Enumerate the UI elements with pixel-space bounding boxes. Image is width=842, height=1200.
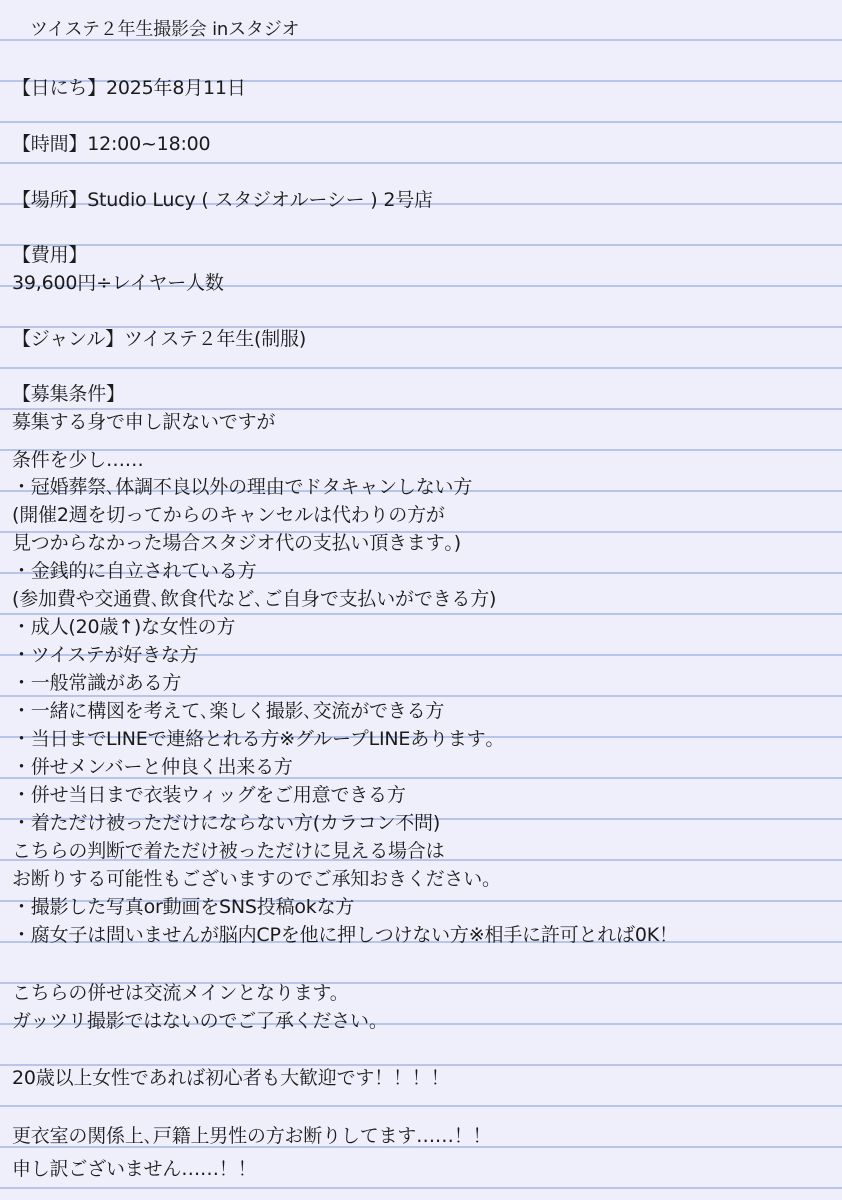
condition-line: ・撮影した写真or動画をSNS投稿okな方: [12, 896, 355, 918]
event-place: 【場所】Studio Lucy ( スタジオルーシー ) 2号店: [12, 189, 433, 211]
closing-line: 更衣室の関係上､戸籍上男性の方お断りしてます……！！: [12, 1125, 492, 1147]
condition-line: 見つからなかった場合スタジオ代の支払い頂きます｡): [12, 532, 461, 554]
condition-line: ・併せ当日まで衣装ウィッグをご用意できる方: [12, 784, 406, 806]
note-line: こちらの併せは交流メインとなります。: [12, 982, 349, 1004]
condition-line: ・一緒に構図を考えて､楽しく撮影､交流ができる方: [12, 700, 445, 722]
condition-line: 募集する身で申し訳ないですが: [12, 411, 276, 433]
event-time: 【時間】12:00~18:00: [12, 133, 211, 155]
condition-line: ・ツイステが好きな方: [12, 644, 199, 666]
event-title: ツイステ２年生撮影会 inスタジオ: [30, 19, 300, 40]
condition-line: ・併せメンバーと仲良く出来る方: [12, 756, 293, 778]
condition-line: (開催2週を切ってからのキャンセルは代わりの方が: [12, 504, 445, 526]
condition-line: ・成人(20歳↑)な女性の方: [12, 616, 236, 638]
condition-line: ・一般常識がある方: [12, 672, 182, 694]
condition-line: ・腐女子は問いませんが脳内CPを他に押しつけない方※相手に許可とれば0K！: [12, 924, 678, 946]
closing-line: 申し訳ございません……！！: [12, 1158, 257, 1180]
cost-value: 39,600円÷レイヤー人数: [12, 272, 224, 294]
cost-heading: 【費用】: [12, 244, 88, 266]
note-line: ガッツリ撮影ではないのでご了承ください。: [12, 1010, 388, 1032]
condition-line: ・冠婚葬祭､体調不良以外の理由でドタキャンしない方: [12, 476, 473, 498]
condition-line: ・当日までLINEで連絡とれる方※グループLINEあります｡: [12, 728, 495, 750]
event-date: 【日にち】2025年8月11日: [12, 77, 246, 99]
event-genre: 【ジャンル】ツイステ２年生(制服): [12, 328, 307, 350]
condition-line: ・着ただけ被っただけにならない方(カラコン不問): [12, 812, 441, 834]
condition-line: お断りする可能性もございますのでご承知おきください｡: [12, 868, 492, 890]
conditions-heading: 【募集条件】: [12, 383, 125, 405]
condition-line: こちらの判断で着ただけ被っただけに見える場合は: [12, 840, 445, 862]
condition-line: ・金銭的に自立されている方: [12, 560, 257, 582]
welcome-message: 20歳以上女性であれば初心者も大歓迎です！！！！: [12, 1067, 450, 1089]
condition-line: (参加費や交通費､飲食代など､ご自身で支払いができる方): [12, 588, 497, 610]
condition-line: 条件を少し……: [12, 449, 144, 471]
